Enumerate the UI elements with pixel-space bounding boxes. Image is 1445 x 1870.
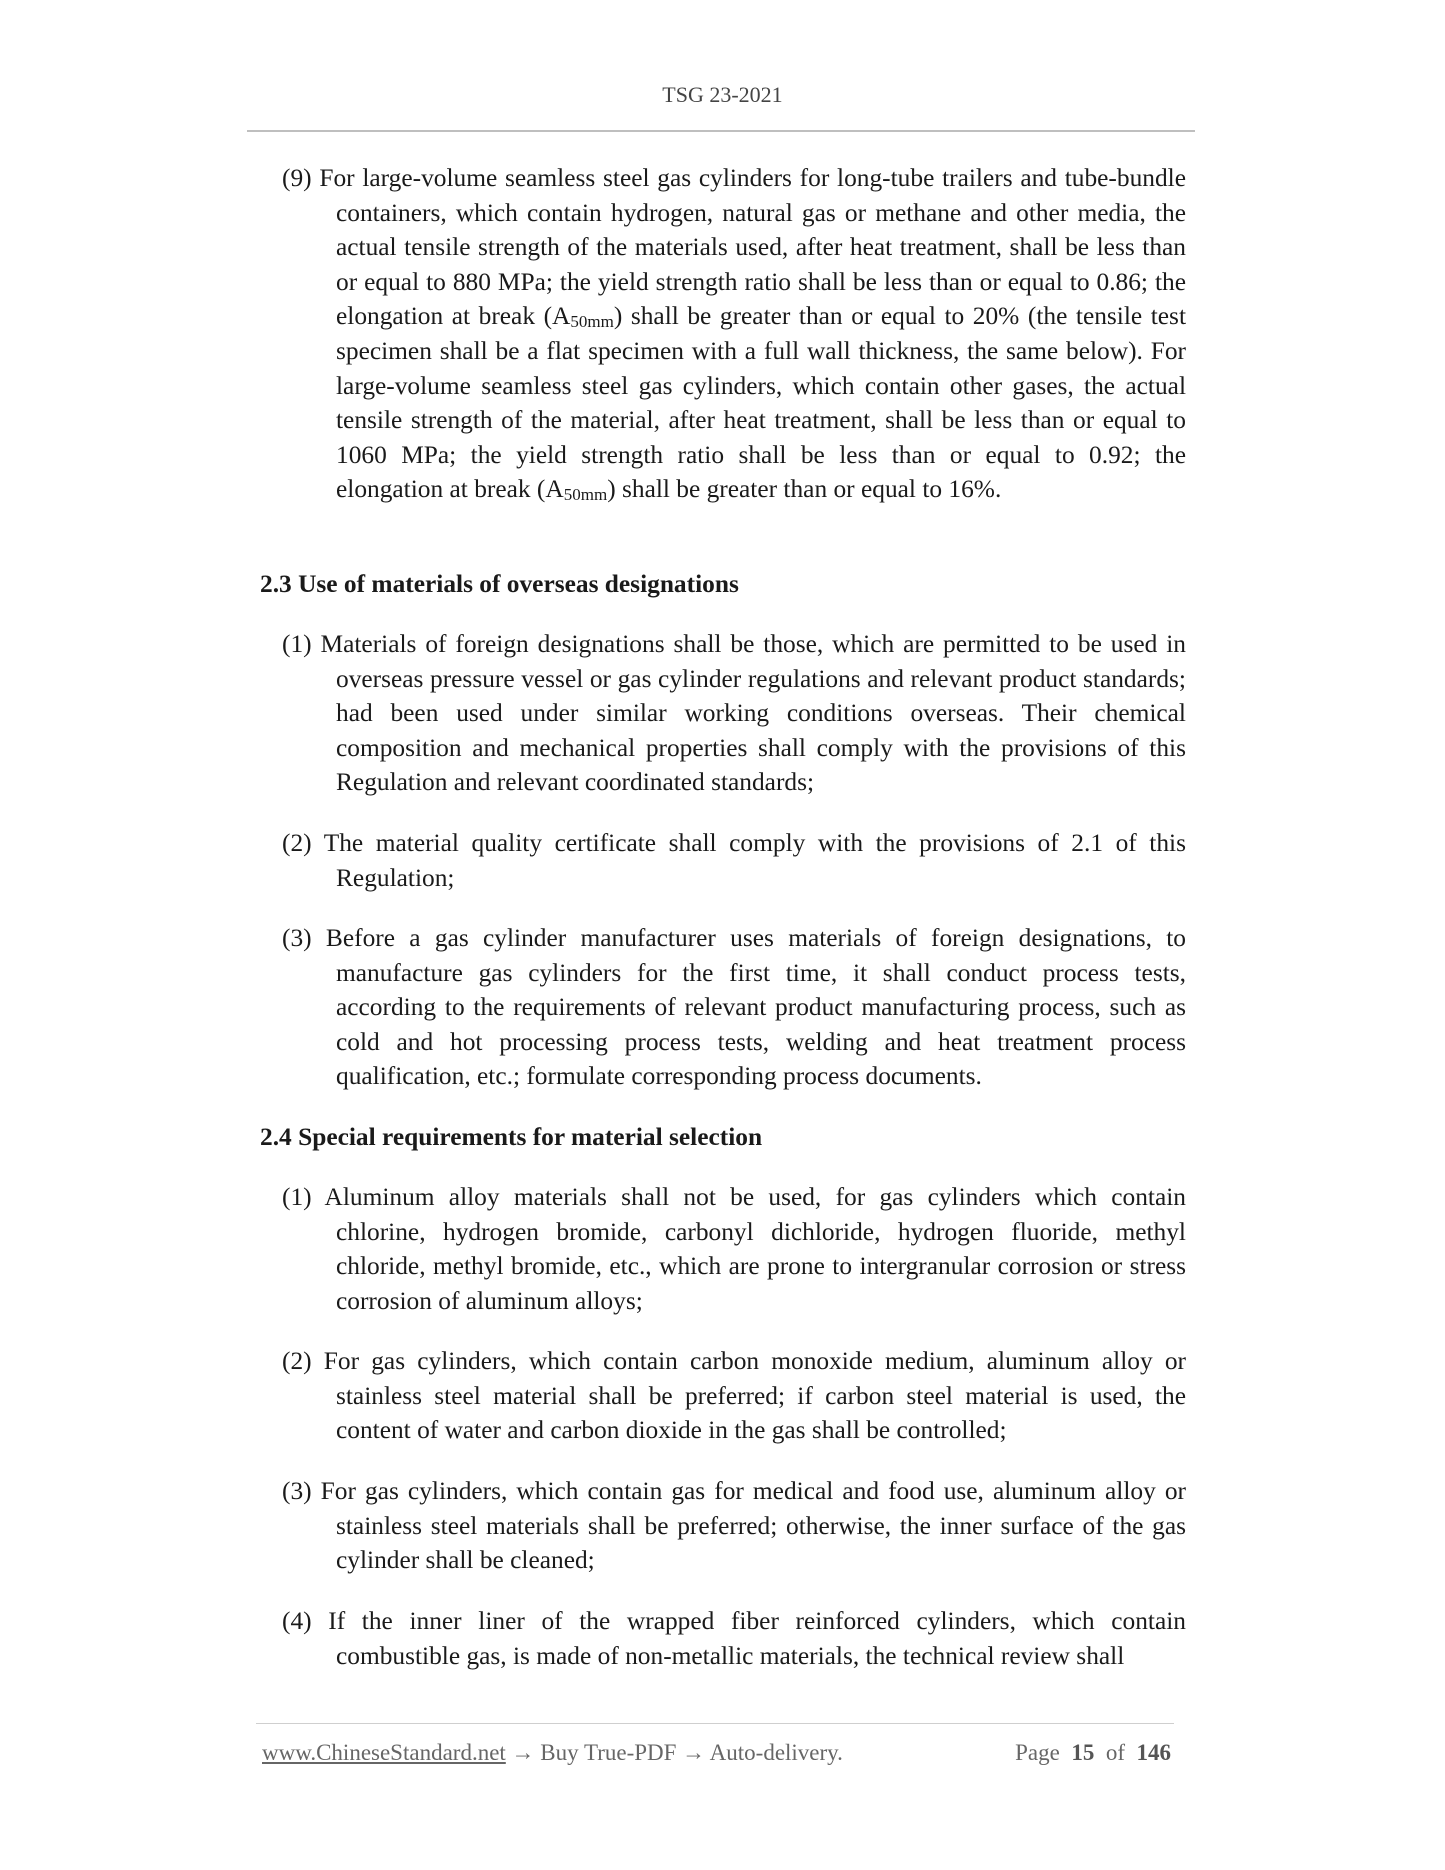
paragraph-item-9 [282,161,1186,507]
header-rule [247,130,1195,132]
item-9-text-3: ) shall be greater than or equal to 16%. [607,475,1002,504]
section-2-3-item-2: (2) The material quality certificate shall comply with the provisions of 2.1 of this Regulation; [282,829,1186,892]
subscript-50mm: 50mm [563,485,608,505]
page-indicator [1015,1740,1171,1766]
total-pages-number: 146 [1136,1740,1171,1765]
page-header-title: TSG 23-2021 [662,82,783,107]
section-2-4-item-3: (3) For gas cylinders, which contain gas for medical and food use, aluminum alloy or stainless steel materials shall be preferred; otherwise, the inner surface of the gas cylinder shall be cleaned; [282,1477,1186,1575]
section-heading-2-4: 2.4 Special requirements for material selection [260,1123,763,1151]
of-label: of [1105,1740,1125,1765]
website-link[interactable]: www.ChineseStandard.net [262,1740,506,1765]
section-2-4-item-4: (4) If the inner liner of the wrapped fiber reinforced cylinders, which contain combustible gas, is made of non-metallic materials, the technical review shall [282,1607,1186,1670]
item-9-text-2: ) shall be greater than or equal to 20% (the tensile test specimen shall be a flat specimen with a full wall thickness, the same below). For large-volume seamless steel gas cylinders, which contain other gases, the actual tensile strength of the material, after heat treatment, shall be less than or equal to 1060 MPa; the yield strength ratio shall be less than or equal to 0.92; the elongation at break (A [336,302,1186,504]
footer-rule [256,1723,1174,1724]
section-2-4-item-2: (2) For gas cylinders, which contain carbon monoxide medium, aluminum alloy or stainless steel material shall be preferred; if carbon steel material is used, the content of water and carbon dioxide in the gas shall be controlled; [282,1347,1186,1445]
section-2-3-item-1: (1) Materials of foreign designations shall be those, which are permitted to be used in overseas pressure vessel or gas cylinder regulations and relevant product standards; had been used under similar working conditions overseas. Their chemical composition and mechanical properties shall comply with the provisions of this Regulation and relevant coordinated standards; [282,630,1186,797]
section-2-4-item-1: (1) Aluminum alloy materials shall not be used, for gas cylinders which contain chlorine, hydrogen bromide, carbonyl dichloride, hydrogen fluoride, methyl chloride, methyl bromide, etc., which are prone to intergranular corrosion or stress corrosion of aluminum alloys; [282,1183,1186,1315]
section-2-3-item-3: (3) Before a gas cylinder manufacturer uses materials of foreign designations, to manufacture gas cylinders for the first time, it shall conduct process tests, according to the requirements of relevant product manufacturing process, such as cold and hot processing process tests, welding and heat treatment process qualification, etc.; formulate corresponding process documents. [282,924,1186,1091]
page-label: Page [1015,1740,1060,1765]
footer-source [262,1740,843,1766]
current-page-number: 15 [1071,1740,1095,1765]
subscript-50mm: 50mm [570,312,614,332]
footer-tagline: → Buy True-PDF → Auto-delivery. [505,1740,843,1765]
item-9-text-1: (9) For large-volume seamless steel gas cylinders for long-tube trailers and tube-bundle containers, which contain hydrogen, natural gas or methane and other media, the actual tensile strength of the materials used, after heat treatment, shall be less than or equal to 880 MPa; the yield strength ratio shall be less than or equal to 0.86; the elongation at break (A [282,164,1186,331]
section-heading-2-3: 2.3 Use of materials of overseas designations [260,570,739,598]
